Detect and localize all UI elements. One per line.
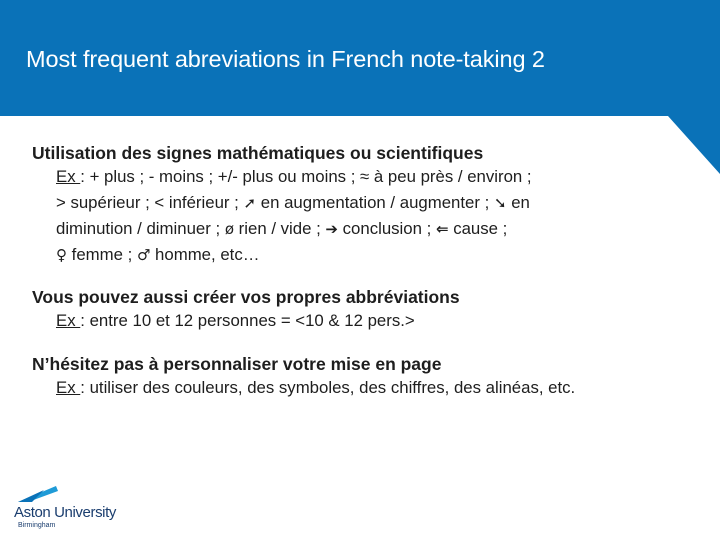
section-math-signs bbox=[32, 142, 692, 268]
example-text: femme ; bbox=[67, 245, 137, 264]
section-body bbox=[56, 164, 692, 268]
example-text: rien / vide ; bbox=[234, 219, 326, 238]
logo-wing-icon bbox=[18, 484, 58, 504]
example-line bbox=[56, 164, 692, 190]
arrow-down-left-icon: ➘ bbox=[493, 194, 507, 212]
section-body bbox=[56, 308, 692, 334]
empty-set-icon: ø bbox=[224, 220, 235, 238]
example-text: homme, etc… bbox=[150, 245, 260, 264]
example-line bbox=[56, 375, 692, 401]
example-text: : + plus ; - moins ; +/- plus ou moins ; ≈ à peu près / environ ; bbox=[80, 167, 532, 186]
section-heading: N’hésitez pas à personnaliser votre mise en page bbox=[32, 354, 442, 374]
arrow-left-icon: ⇐ bbox=[435, 220, 449, 238]
example-label: Ex bbox=[56, 311, 81, 330]
section-heading: Utilisation des signes mathématiques ou scientifiques bbox=[32, 143, 484, 163]
slide-content bbox=[32, 142, 692, 401]
example-line bbox=[56, 308, 692, 334]
example-label: Ex bbox=[56, 167, 81, 186]
example-text: en bbox=[506, 193, 530, 212]
logo-subtitle: Birmingham bbox=[18, 522, 56, 529]
example-line bbox=[56, 190, 692, 216]
arrow-up-right-icon: ➚ bbox=[243, 194, 257, 212]
example-text: diminution / diminuer ; bbox=[56, 219, 225, 238]
example-text: : entre 10 et 12 personnes = <10 & 12 pers.> bbox=[80, 311, 415, 330]
section-body bbox=[56, 375, 692, 401]
section-personalize-layout bbox=[32, 353, 692, 401]
aston-university-logo bbox=[14, 484, 124, 532]
logo-name: Aston University bbox=[14, 504, 116, 521]
slide-title: Most frequent abreviations in French note-taking 2 bbox=[26, 46, 545, 72]
example-text: cause ; bbox=[448, 219, 508, 238]
example-text: > supérieur ; < inférieur ; bbox=[56, 193, 244, 212]
arrow-right-icon: ➔ bbox=[325, 220, 338, 238]
section-heading: Vous pouvez aussi créer vos propres abbréviations bbox=[32, 287, 460, 307]
example-line bbox=[56, 216, 692, 242]
example-text: : utiliser des couleurs, des symboles, des chiffres, des alinéas, etc. bbox=[80, 378, 576, 397]
example-text: en augmentation / augmenter ; bbox=[256, 193, 494, 212]
female-sign-icon: ♀ bbox=[56, 246, 67, 264]
example-text: conclusion ; bbox=[338, 219, 436, 238]
example-label: Ex bbox=[56, 378, 81, 397]
male-sign-icon: ♂ bbox=[136, 246, 151, 264]
example-line bbox=[56, 242, 692, 268]
section-own-abbreviations bbox=[32, 286, 692, 334]
